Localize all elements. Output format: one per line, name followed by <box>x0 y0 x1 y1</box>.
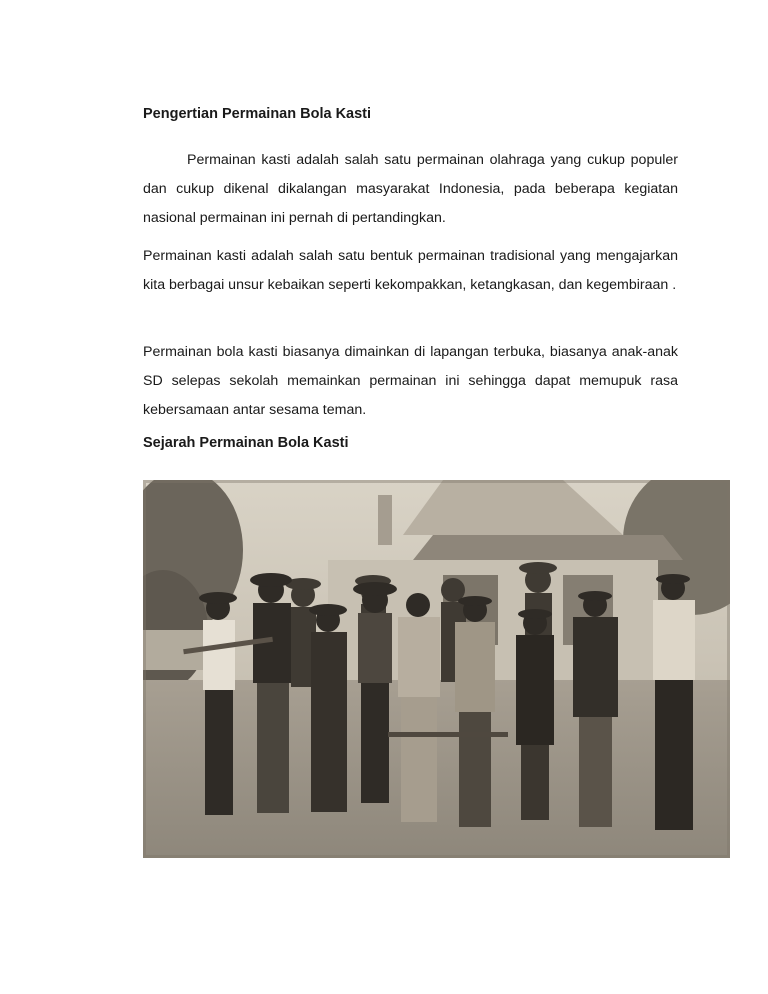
paragraph-2: Permainan kasti adalah salah satu bentuk permainan tradisional yang mengajarkan kita berbagai unsur kebaikan seperti kekompakkan, ketangkasan, dan kegembiraan . <box>143 248 678 293</box>
heading-sejarah: Sejarah Permainan Bola Kasti <box>143 435 349 451</box>
historical-team-photo <box>143 480 730 858</box>
paragraph-1: Permainan kasti adalah salah satu permainan olahraga yang cukup populer dan cukup dikenal dikalangan masyarakat Indonesia, pada beberapa kegiatan nasional permainan ini pernah di pertandingkan. <box>143 152 678 226</box>
sepia-photo-illustration <box>143 480 730 858</box>
paragraph-3: Permainan bola kasti biasanya dimainkan di lapangan terbuka, biasanya anak-anak SD selepas sekolah memainkan permainan ini sehingga dapat memupuk rasa kebersamaan antar sesama teman. <box>143 344 678 418</box>
heading-pengertian: Pengertian Permainan Bola Kasti <box>143 106 372 122</box>
